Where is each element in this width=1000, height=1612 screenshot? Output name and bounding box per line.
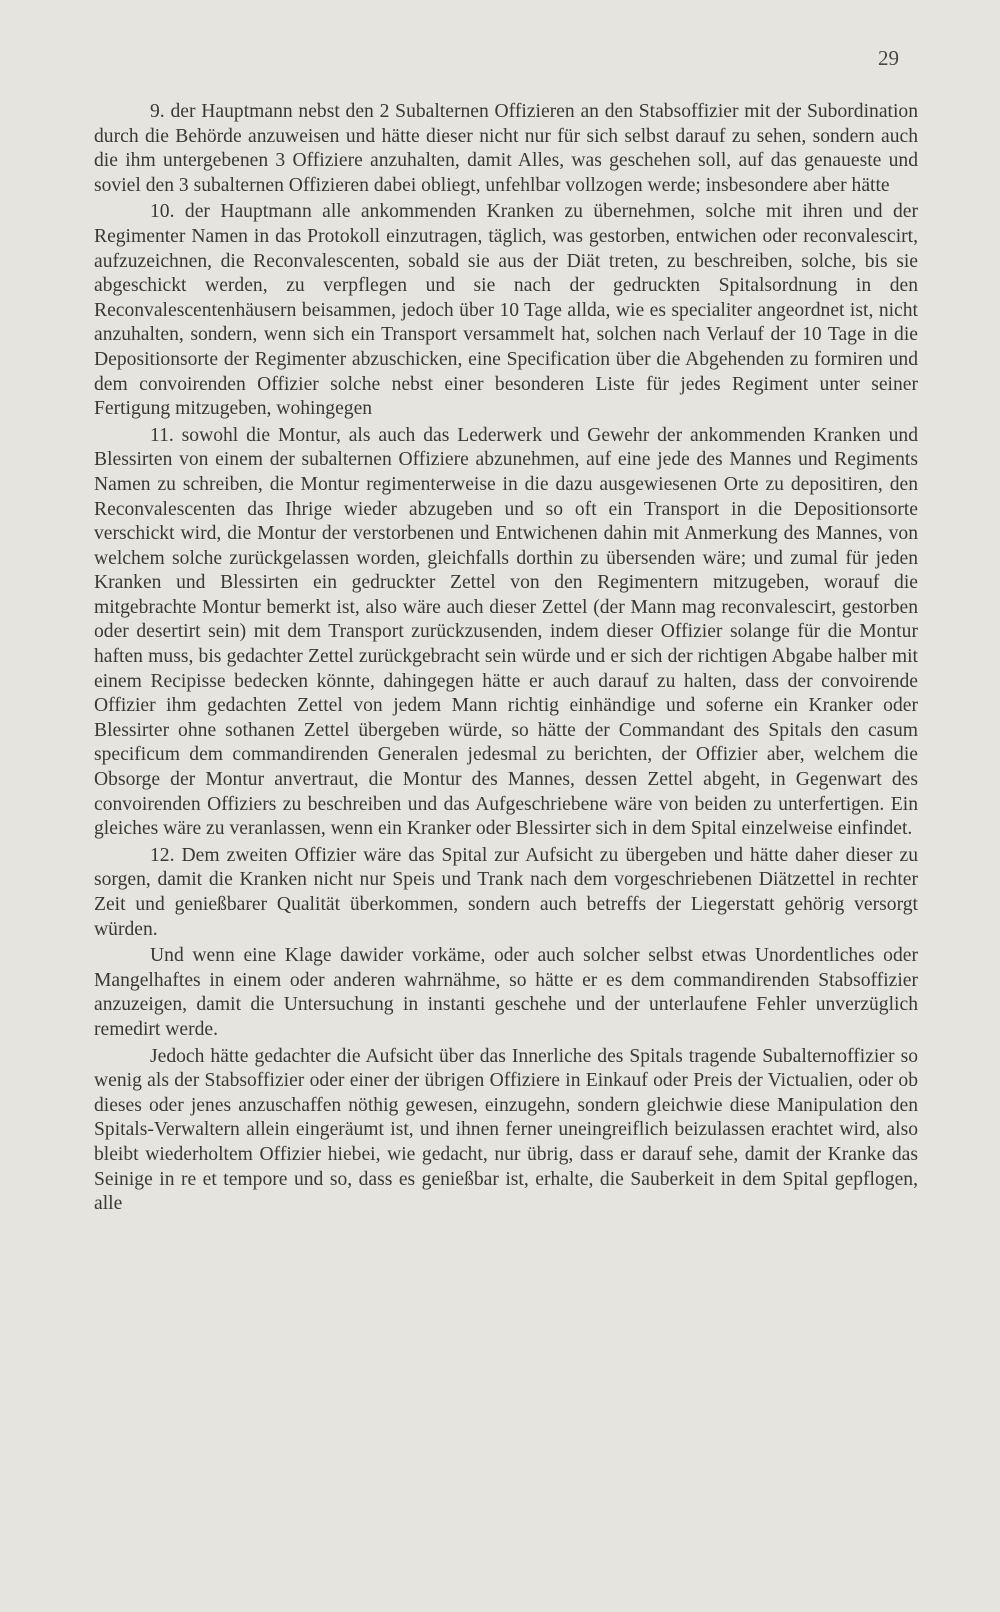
paragraph-item-11: 11. sowohl die Montur, als auch das Lederwerk und Gewehr der ankommenden Kranken und Blessirten von einem der subalternen Offiziere abzunehmen, auf eine jede des Mannes und Regiments Namen zu schreiben, die Montur regimenterweise in die dazu ausgewiesenen Orte zu depositiren, den Reconvalescenten das Ihrige wieder abzugeben und so oft ein Transport in die Depositionsorte verschickt wird, die Montur der verstorbenen und Entwichenen dahin mit Anmerkung des Mannes, von welchem solche zurückgelassen worden, gleichfalls dorthin zu übersenden wäre; und zumal für jeden Kranken und Blessirten ein gedruckter Zettel von den Regimentern mitzugeben, worauf die mitgebrachte Montur bemerkt ist, also wäre auch dieser Zettel (der Mann mag reconvalescirt, gestorben oder desertirt sein) mit dem Transport zurückzusenden, indem dieser Offizier solange für die Montur haften muss, bis gedachter Zettel zurückgebracht sein würde und er sich der richtigen Abgabe halber mit einem Recipisse bedecken könnte, dahingegen hätte er auch darauf zu halten, dass der convoirende Offizier ihm gedachten Zettel von jedem Mann richtig einhändige und soferne ein Kranker oder Blessirter ohne sothanen Zettel übergeben würde, so hätte der Commandant des Spitals den casum specificum dem commandirenden Generalen jedesmal zu berichten, der Offizier aber, welchem die Obsorge der Montur anvertraut, die Montur des Mannes, dessen Zettel abgeht, in Gegenwart des convoirenden Offiziers zu beschreiben und das Aufgeschriebene wäre von beiden zu unterfertigen. Ein gleiches wäre zu veranlassen, wenn ein Kranker oder Blessirter sich in dem Spital einzelweise einfindet.: [94, 424, 918, 840]
page-number: 29: [878, 46, 899, 70]
paragraph-supervision: Jedoch hätte gedachter die Aufsicht über das Innerliche des Spitals tragende Subalternoffizier so wenig als der Stabsoffizier oder einer der übrigen Offiziere in Einkauf oder Preis der Victualien, oder ob dieses oder jenes anzuschaffen nöthig gewesen, einzugehn, sondern gleichwie diese Manipulation den Spitals-Verwaltern allein eingeräumt ist, und ihnen ferner uneingreiflich beizulassen erachtet wird, also bleibt wiederholtem Offizier hiebei, wie gedacht, nur übrig, dass er darauf sehe, damit der Kranke das Seinige in re et tempore und so, dass es genießbar ist, erhalte, die Sauberkeit in dem Spital gepflogen, alle: [94, 1045, 918, 1215]
paragraph-item-10: 10. der Hauptmann alle ankommenden Kranken zu übernehmen, solche mit ihren und der Regimenter Namen in das Protokoll einzutragen, täglich, was gestorben, entwichen oder reconvalescirt, aufzuzeichnen, die Reconvalescenten, sobald sie aus der Diät treten, zu beschreiben, solche, bis sie abgeschickt werden, zu verpflegen und sie nach der gedruckten Spitalsordnung in den Reconvalescentenhäusern beisammen, jedoch über 10 Tage allda, wie es specialiter angeordnet ist, nicht anzuhalten, sondern, wenn sich ein Transport versammelt hat, solchen nach Verlauf der 10 Tage in die Depositionsorte der Regimenter abzuschicken, eine Specification über die Abgehenden zu formiren und dem convoirenden Offizier solche nebst einer besonderen Liste für jedes Regiment unter seiner Fertigung mitzugeben, wohingegen: [94, 201, 918, 420]
paragraph-complaint: Und wenn eine Klage dawider vorkäme, oder auch solcher selbst etwas Unordentliches oder Mangelhaftes in einem oder anderen wahrnähme, so hätte er es dem commandirenden Stabsoffizier anzuzeigen, damit die Untersuchung in instanti geschehe und der unterlaufene Fehler unverzüglich remedirt werde.: [94, 945, 918, 1040]
body-text: [94, 100, 918, 1217]
paragraph-item-9: 9. der Hauptmann nebst den 2 Subalternen Offizieren an den Stabsoffizier mit der Subordination durch die Behörde anzuweisen und hätte dieser nicht nur für sich selbst darauf zu sehen, sondern auch die ihm untergebenen 3 Offiziere anzuhalten, damit Alles, was geschehen soll, auf das genaueste und soviel den 3 subalternen Offizieren dabei obliegt, unfehlbar vollzogen werde; insbesondere aber hätte: [94, 101, 918, 196]
paragraph-item-12: 12. Dem zweiten Offizier wäre das Spital zur Aufsicht zu übergeben und hätte daher dieser zu sorgen, damit die Kranken nicht nur Speis und Trank nach dem vorgeschriebenen Diätzettel in rechter Zeit und genießbarer Qualität überkommen, sondern auch betreffs der Liegerstatt gehörig versorgt würden.: [94, 844, 918, 940]
